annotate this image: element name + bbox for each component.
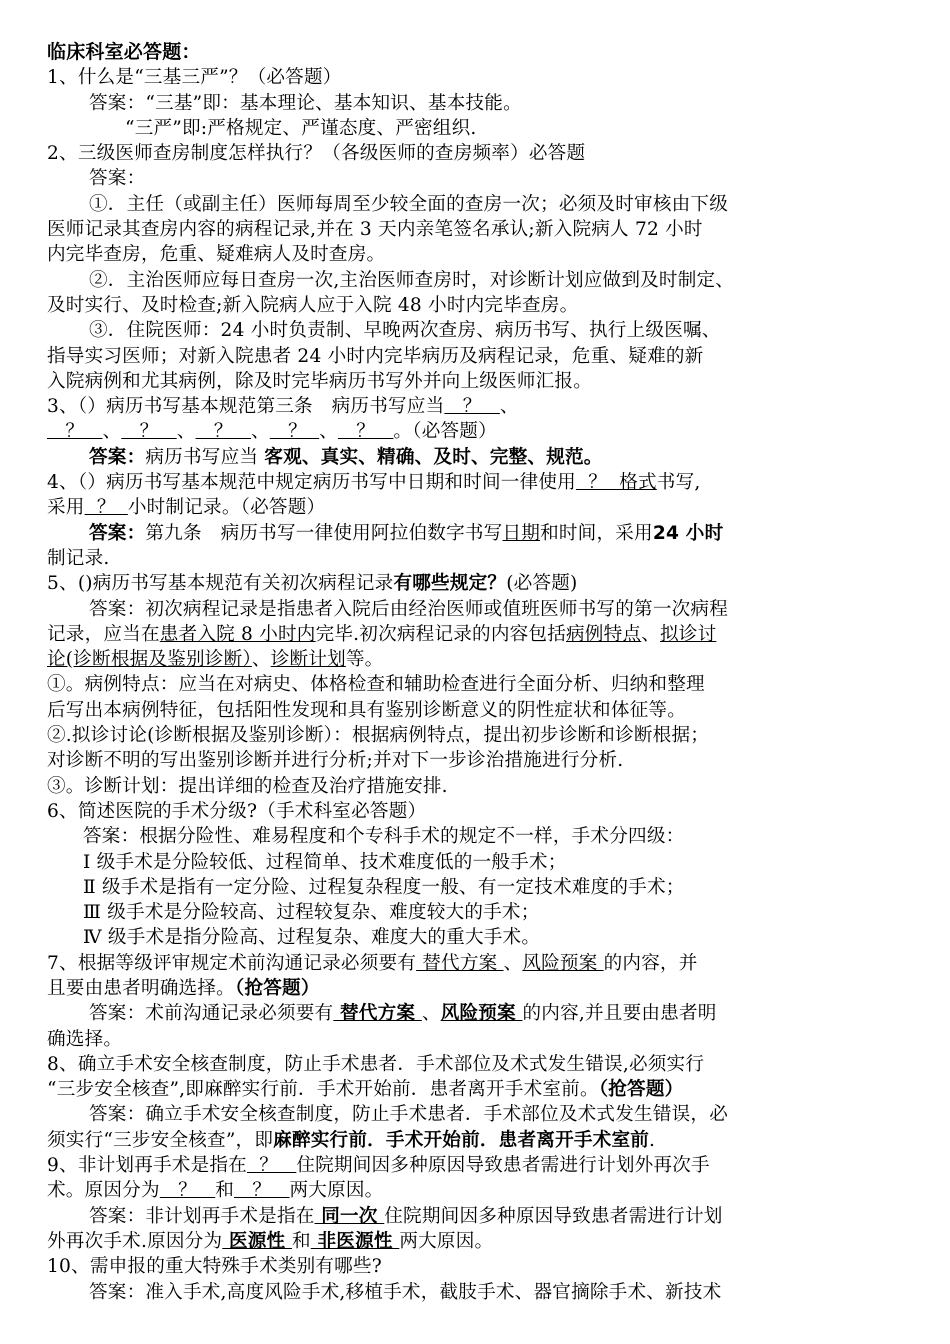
question-3-line-1 bbox=[47, 394, 907, 419]
answer-3-key: 客观、真实、精确、及时、完整、规范。 bbox=[264, 446, 603, 468]
fill-blank[interactable]: ？ bbox=[121, 421, 177, 443]
question-7-text: 且要由患者明确选择。 bbox=[47, 977, 235, 999]
question-4-text: 书写, bbox=[656, 472, 701, 494]
surgery-level-4: Ⅳ 级手术是指分险高、过程复杂、难度大的重大手术。 bbox=[83, 927, 541, 949]
question-6: 6、简述医院的手术分级?（手术科室必答题） bbox=[47, 800, 427, 822]
question-9-text: 住院期间因多种原因导致患者需进行计划外再次手 bbox=[296, 1155, 710, 1177]
answer-8-key: 麻醉实行前．手术开始前．患者离开手术室前 bbox=[273, 1129, 650, 1151]
answer-5-line: 答案：初次病程记录是指患者入院后由经治医师或值班医师书写的第一次病程 bbox=[89, 598, 728, 620]
answer-5-point: 对诊断不明的写出鉴别诊断并进行分析;并对下一步诊治措施进行分析. bbox=[47, 750, 624, 772]
question-10: 10、需申报的重大特殊手术类别有哪些? bbox=[47, 1256, 382, 1278]
separator: 、 bbox=[499, 396, 519, 418]
question-8-text: “三步安全核查”,即麻醉实行前．手术开始前．患者离开手术室前。 bbox=[47, 1079, 599, 1101]
answer-7-text: 的内容,并且要由患者明 bbox=[522, 1003, 717, 1025]
answer-7-key: 替代方案 bbox=[333, 1003, 422, 1025]
answer-7-key: 风险预案 bbox=[440, 1003, 523, 1025]
answer-9-line-1 bbox=[47, 1204, 907, 1229]
answer-4-line-1 bbox=[47, 521, 907, 546]
question-5-text: 5、()病历书写基本规范有关初次病程记录 bbox=[47, 573, 394, 595]
fill-blank[interactable]: ？ bbox=[47, 421, 103, 443]
answer-8-line-1: 答案：确立手术安全核查制度，防止手术患者．手术部位及术式发生错误，必 bbox=[89, 1104, 728, 1126]
answer-2-line: 医师记录其查房内容的病程记录,并在 3 天内亲笔签名承认;新入院病人 72 小时 bbox=[47, 219, 703, 241]
question-7-line-1 bbox=[47, 951, 907, 976]
question-5-tag: (必答题) bbox=[506, 573, 578, 595]
fill-blank[interactable]: ？ bbox=[269, 421, 320, 443]
answer-5-line bbox=[47, 647, 907, 672]
answer-5-text: 完毕.初次病程记录的内容包括 bbox=[315, 623, 567, 645]
fill-blank[interactable]: ？ bbox=[234, 1180, 290, 1202]
separator: 、 bbox=[503, 952, 523, 974]
question-tag: （抢答题） bbox=[234, 977, 320, 999]
fill-blank[interactable]: ？ 格式 bbox=[575, 472, 657, 494]
answer-2-line: 内完毕查房，危重、疑难病人及时查房。 bbox=[47, 244, 386, 266]
answer-5-text: 、 bbox=[641, 623, 660, 645]
answer-1-line-2: “三严”即:严格规定、严谨态度、严密组织. bbox=[125, 117, 477, 139]
separator: 、 bbox=[176, 421, 196, 443]
answer-3-text: 病历书写应当 bbox=[145, 446, 259, 468]
answer-5-point: ①。病例特点：应当在对病史、体格检查和辅助检查进行全面分析、归纳和整理 bbox=[47, 674, 705, 696]
question-8-line-2 bbox=[47, 1077, 907, 1102]
fill-blank[interactable]: ？ bbox=[246, 1155, 297, 1177]
answer-4-key: 24 小时 bbox=[652, 522, 724, 544]
answer-4-underline: 日期 bbox=[502, 522, 541, 544]
separator: 、 bbox=[102, 421, 122, 443]
answer-4-line-2: 制记录. bbox=[47, 547, 110, 569]
answer-10: 答案：准入手术,高度风险手术,移植手术，截肢手术、器官摘除手术、新技术 bbox=[89, 1281, 722, 1303]
answer-5-line bbox=[47, 622, 907, 647]
separator: 、 bbox=[319, 421, 338, 443]
question-2: 2、三级医师查房制度怎样执行？（各级医师的查房频率）必答题 bbox=[47, 143, 586, 165]
answer-label: 答案： bbox=[89, 446, 146, 468]
underlined-term: 风险预案 bbox=[522, 952, 604, 974]
document-page bbox=[47, 40, 907, 1305]
answer-2-line: ②．主治医师应每日查房一次,主治医师查房时，对诊断计划应做到及时制定、 bbox=[89, 269, 735, 291]
separator: 、 bbox=[421, 1003, 441, 1025]
answer-4-text: 和时间，采用 bbox=[540, 522, 653, 544]
answer-5-text: 等。 bbox=[345, 649, 384, 671]
question-9-text: 术。原因分为 bbox=[47, 1180, 160, 1202]
answer-5-underline: 病例特点 bbox=[566, 623, 642, 645]
fill-blank[interactable]: ？ bbox=[84, 497, 128, 519]
question-1: 1、什么是“三基三严”？（必答题） bbox=[47, 67, 342, 89]
answer-8-line-2 bbox=[47, 1128, 907, 1153]
answer-9-text: 两大原因。 bbox=[399, 1230, 494, 1252]
answer-5-point: ③。诊断计划：提出详细的检查及治疗措施安排. bbox=[47, 775, 448, 797]
underlined-term: 替代方案 bbox=[416, 952, 504, 974]
question-5-bold: 有哪些规定？ bbox=[393, 573, 507, 595]
question-4-text: 采用 bbox=[47, 497, 85, 519]
question-7-text: 的内容，并 bbox=[603, 952, 698, 974]
answer-5-underline: 患者入院 8 小时内 bbox=[159, 623, 316, 645]
fill-blank[interactable]: ？ bbox=[337, 421, 394, 443]
answer-9-line-2 bbox=[47, 1229, 907, 1254]
question-3-end: 。（必答题） bbox=[393, 421, 497, 443]
question-tag: （抢答题） bbox=[598, 1079, 684, 1101]
answer-5-text: 、 bbox=[251, 649, 271, 671]
answer-6: 答案：根据分险性、难易程度和个专科手术的规定不一样，手术分四级： bbox=[83, 826, 685, 848]
answer-9-text: 答案：非计划再手术是指在 bbox=[89, 1205, 315, 1227]
answer-8-text: . bbox=[649, 1129, 656, 1151]
answer-2-line: 指导实习医师；对新入院患者 24 小时内完毕病历及病程记录，危重、疑难的新 bbox=[47, 345, 704, 367]
question-4-text: 小时制记录。（必答题） bbox=[127, 497, 326, 519]
question-3-line-2 bbox=[47, 419, 907, 444]
answer-7-line-2: 确选择。 bbox=[47, 1028, 123, 1050]
question-3-text: 3、（）病历书写基本规范第三条 病历书写应当 bbox=[47, 396, 445, 418]
answer-5-text: 记录，应当在 bbox=[47, 623, 160, 645]
question-8-line-1: 8、确立手术安全核查制度，防止手术患者．手术部位及术式发生错误,必须实行 bbox=[47, 1053, 705, 1075]
surgery-level-1: Ⅰ 级手术是分险较低、过程简单、技术难度低的一般手术； bbox=[83, 851, 567, 873]
question-9-line-2 bbox=[47, 1178, 907, 1203]
fill-blank[interactable]: ？ bbox=[195, 421, 251, 443]
answer-5-underline: 拟诊讨 bbox=[660, 623, 717, 645]
answer-5-underline: 论(诊断根据及鉴别诊断） bbox=[47, 649, 252, 671]
answer-5-underline: 诊断计划 bbox=[270, 649, 346, 671]
answer-label: 答案： bbox=[89, 522, 146, 544]
question-9-text: 和 bbox=[215, 1180, 235, 1202]
answer-1-line-1: 答案：“三基”即：基本理论、基本知识、基本技能。 bbox=[89, 92, 522, 114]
question-9-text: 9、非计划再手术是指在 bbox=[47, 1155, 247, 1177]
question-7-text: 7、根据等级评审规定术前沟通记录必须要有 bbox=[47, 952, 417, 974]
answer-5-point: ②.拟诊讨论(诊断根据及鉴别诊断）：根据病例特点，提出初步诊断和诊断根据； bbox=[47, 725, 710, 747]
answer-7-line-1 bbox=[47, 1001, 907, 1026]
answer-9-key: 非医源性 bbox=[310, 1230, 400, 1252]
question-9-line-1 bbox=[47, 1153, 907, 1178]
answer-2-line: ①．主任（或副主任）医师每周至少较全面的查房一次；必须及时审核由下级 bbox=[89, 193, 728, 215]
separator: 、 bbox=[251, 421, 270, 443]
answer-8-text: 须实行“三步安全核查”，即 bbox=[47, 1129, 274, 1151]
answer-9-text: 住院期间因多种原因导致患者需进行计划 bbox=[384, 1205, 723, 1227]
answer-4-text: 第九条 病历书写一律使用阿拉伯数字书写 bbox=[145, 522, 503, 544]
surgery-level-2: Ⅱ 级手术是指有一定分险、过程复杂程度一般、有一定技术难度的手术； bbox=[83, 876, 685, 898]
answer-7-text: 答案：术前沟通记录必须要有 bbox=[89, 1003, 334, 1025]
fill-blank[interactable]: ？ bbox=[444, 396, 500, 418]
answer-2-label: 答案： bbox=[89, 168, 146, 190]
question-5 bbox=[47, 571, 907, 596]
answer-3 bbox=[47, 445, 907, 470]
question-4-line-1 bbox=[47, 470, 907, 495]
answer-9-key: 医源性 bbox=[222, 1230, 292, 1252]
question-4-line-2 bbox=[47, 495, 907, 520]
answer-5-point: 后写出本病例特征，包括阳性发现和具有鉴别诊断意义的阴性症状和体征等。 bbox=[47, 699, 686, 721]
question-7-line-2 bbox=[47, 976, 907, 1001]
question-4-text: 4、（）病历书写基本规范中规定病历书写中日期和时间一律使用 bbox=[47, 472, 576, 494]
answer-9-key: 同一次 bbox=[314, 1205, 385, 1227]
answer-9-text: 外再次手术.原因分为 bbox=[47, 1230, 223, 1252]
answer-2-line: 及时实行、及时检查;新入院病人应于入院 48 小时内完毕查房。 bbox=[47, 294, 579, 316]
document-title: 临床科室必答题： bbox=[47, 41, 201, 63]
fill-blank[interactable]: ？ bbox=[159, 1180, 216, 1202]
answer-9-text: 和 bbox=[292, 1230, 311, 1252]
question-9-text: 两大原因。 bbox=[289, 1180, 384, 1202]
answer-2-line: ③．住院医师：24 小时负责制、早晚两次查房、病历书写、执行上级医嘱、 bbox=[89, 320, 721, 342]
surgery-level-3: Ⅲ 级手术是分险较高、过程较复杂、难度较大的手术； bbox=[83, 902, 540, 924]
answer-2-line: 入院病例和尤其病例，除及时完毕病历书写外并向上级医师汇报。 bbox=[47, 370, 593, 392]
